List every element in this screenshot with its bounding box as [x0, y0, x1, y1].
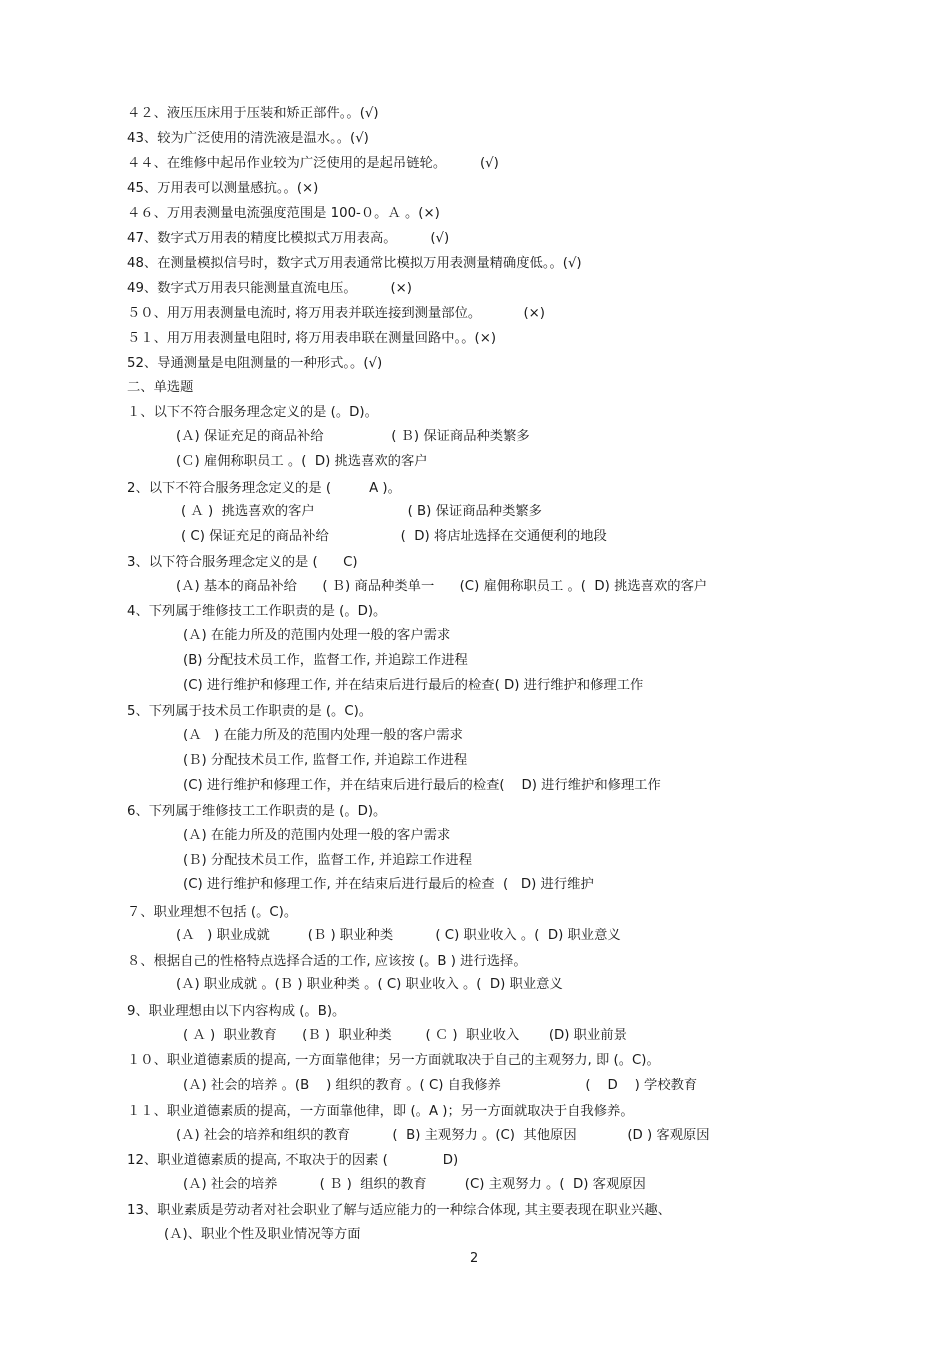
question-stem: １１、职业道德素质的提高，一方面靠他律，即 (。A )；另一方面就取决于自我修养。: [127, 1104, 634, 1119]
text-line: 45、万用表可以测量感抗。。(×): [127, 181, 319, 196]
question-stem: 5、下列属于技术员工作职责的是 (。C)。: [127, 704, 373, 719]
answer-options: (Ａ) 社会的培养 ( Ｂ ) 组织的教育 (C) 主观努力 。( D) 客观原因: [183, 1177, 646, 1192]
answer-options: (C) 进行维护和修理工作, 并在结束后进行最后的检查( D) 进行维护和修理工作: [183, 678, 644, 693]
question-stem: 3、以下符合服务理念定义的是 ( C): [127, 555, 358, 570]
answer-options: (Ａ) 社会的培养 。(B ) 组织的教育 。( C) 自我修养 ( D ) 学校教育: [183, 1078, 698, 1093]
text-line: 43、较为广泛使用的清洗液是温水。。(√): [127, 131, 369, 146]
question-stem: 13、职业素质是劳动者对社会职业了解与适应能力的一种综合体现, 其主要表现在职业兴趣、: [127, 1203, 671, 1218]
question-stem: 6、下列属于维修技工工作职责的是 (。D)。: [127, 804, 387, 819]
answer-options: (Ａ) 保证充足的商品补给 ( Ｂ) 保证商品种类繁多: [176, 429, 530, 444]
answer-options: (C) 进行维护和修理工作，并在结束后进行最后的检查( D) 进行维护和修理工作: [183, 778, 661, 793]
question-stem: ７、职业理想不包括 (。C)。: [127, 905, 298, 920]
text-line: 47、数字式万用表的精度比模拟式万用表高。 (√): [127, 231, 450, 246]
answer-options: ( Ａ ) 职业教育 (Ｂ ) 职业种类 ( Ｃ ) 职业收入 (D) 职业前景: [183, 1028, 627, 1043]
answer-option: (Ｂ) 分配技术员工作, 监督工作, 并追踪工作进程: [183, 753, 468, 768]
text-line: 48、在测量模拟信号时，数字式万用表通常比模拟万用表测量精确度低。。(√): [127, 256, 582, 271]
answer-option: (Ａ ) 在能力所及的范围内处理一般的客户需求: [183, 728, 463, 743]
text-line: 49、数字式万用表只能测量直流电压。 (×): [127, 281, 412, 296]
answer-options: ( Ａ ) 挑选喜欢的客户 ( B) 保证商品种类繁多: [181, 504, 542, 519]
answer-options: (C) 进行维护和修理工作, 并在结束后进行最后的检查 ( D) 进行维护: [183, 877, 594, 892]
text-line: 52、导通测量是电阻测量的一种形式。。(√): [127, 356, 383, 371]
question-stem: 2、以下不符合服务理念定义的是 ( A )。: [127, 481, 401, 496]
page-number: 2: [470, 1251, 479, 1266]
answer-options: (Ａ) 职业成就 。(Ｂ ) 职业种类 。( C) 职业收入 。( D) 职业意义: [176, 977, 563, 992]
question-stem-continuation: (Ａ)、职业个性及职业情况等方面: [164, 1227, 361, 1242]
question-stem: 9、职业理想由以下内容构成 (。B)。: [127, 1004, 346, 1019]
question-stem: 4、下列属于维修技工工作职责的是 (。D)。: [127, 604, 387, 619]
text-line: ５０、用万用表测量电流时, 将万用表并联连接到测量部位。 (×): [127, 306, 545, 321]
question-stem: ８、根据自己的性格特点选择合适的工作, 应该按 (。B ) 进行选择。: [127, 954, 527, 969]
answer-options: ( C) 保证充足的商品补给 ( D) 将店址选择在交通便利的地段: [181, 529, 607, 544]
answer-options: (Ｃ) 雇佣称职员工 。( D) 挑选喜欢的客户: [176, 454, 428, 469]
question-stem: １、以下不符合服务理念定义的是 (。D)。: [127, 405, 378, 420]
section-heading: 二、单选题: [127, 380, 194, 395]
answer-options: (Ａ) 社会的培养和组织的教育 ( B) 主观努力 。(C) 其他原因 (D ) 客观原因: [176, 1128, 710, 1143]
answer-option: (Ｂ) 分配技术员工作，监督工作, 并追踪工作进程: [183, 853, 472, 868]
answer-option: (Ａ) 在能力所及的范围内处理一般的客户需求: [183, 828, 451, 843]
answer-option: (Ａ) 在能力所及的范围内处理一般的客户需求: [183, 628, 451, 643]
question-stem: １０、职业道德素质的提高, 一方面靠他律；另一方面就取决于自己的主观努力, 即 (。C)。: [127, 1053, 660, 1068]
answer-options: (Ａ ) 职业成就 (Ｂ ) 职业种类 ( C) 职业收入 。( D) 职业意义: [176, 928, 621, 943]
question-stem: 12、职业道德素质的提高, 不取决于的因素 ( D): [127, 1153, 459, 1168]
text-line: ４４、在维修中起吊作业较为广泛使用的是起吊链轮。 (√): [127, 156, 499, 171]
answer-options: (Ａ) 基本的商品补给 ( Ｂ) 商品种类单一 (C) 雇佣称职员工 。( D) 挑选喜欢的客户: [176, 579, 708, 594]
text-line: ４２、液压压床用于压装和矫正部件。。(√): [127, 106, 379, 121]
answer-option: (B) 分配技术员工作，监督工作, 并追踪工作进程: [183, 653, 468, 668]
text-line: ５１、用万用表测量电阻时, 将万用表串联在测量回路中。。(×): [127, 331, 497, 346]
text-line: ４６、万用表测量电流强度范围是 100-０。Ａ 。(×): [127, 206, 440, 221]
